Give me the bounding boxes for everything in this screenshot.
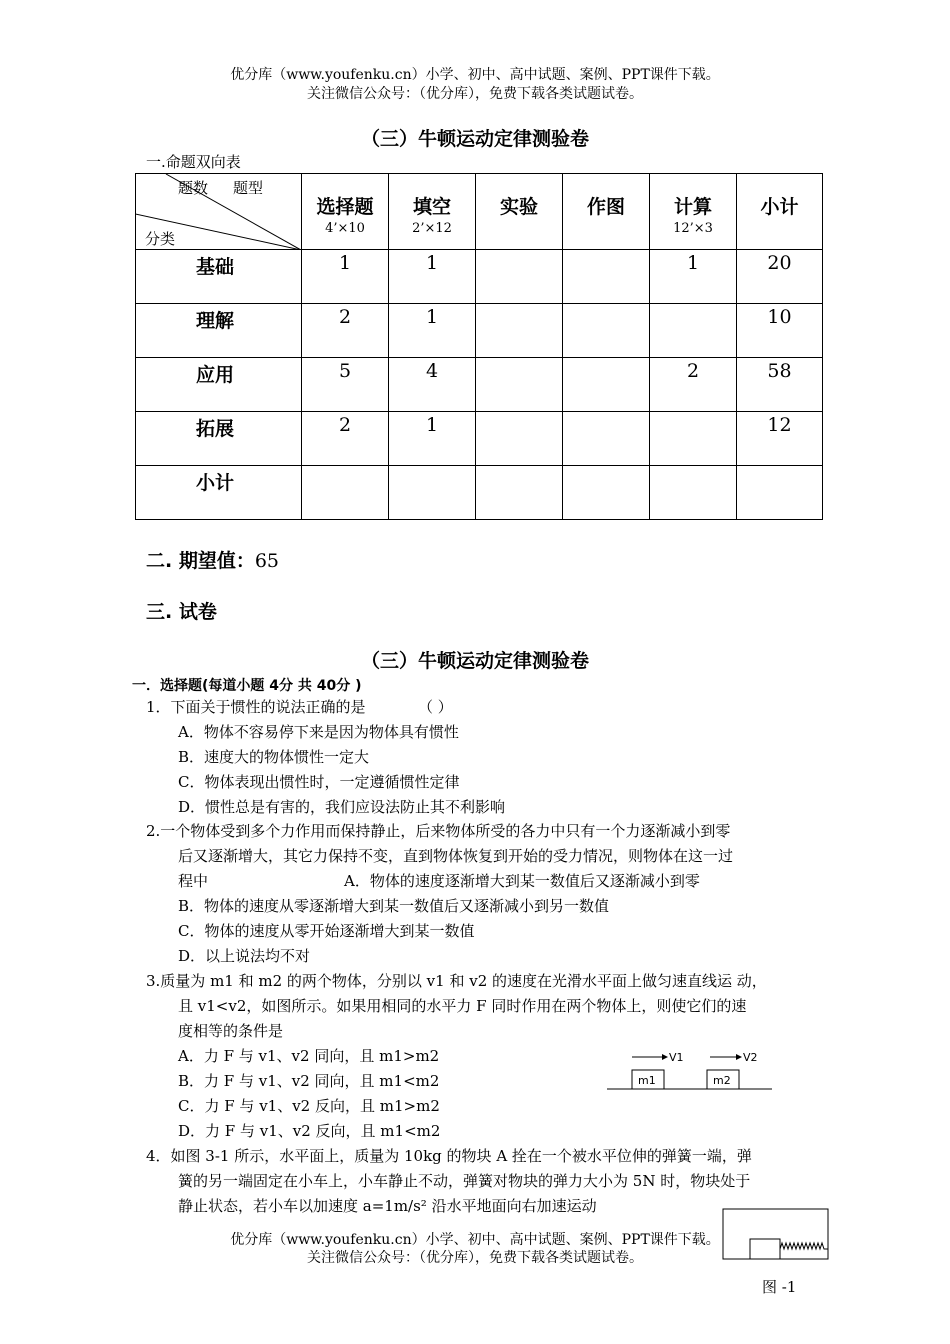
table-cell: 10 (737, 304, 823, 358)
table-cell: 1 (389, 250, 476, 304)
q1-stem: 1．下面关于惯性的说法正确的是 (146, 698, 366, 716)
q1-answer-paren: （ ） (418, 698, 453, 716)
q2-line3: 程中 (178, 872, 209, 890)
q2-option-c: C．物体的速度从零开始逐渐增大到某一数值 (178, 922, 475, 940)
table-cell (476, 304, 563, 358)
page-footer-line1: 优分库（www.youfenku.cn）小学、初中、高中试题、案例、PPT课件下载。 (230, 1232, 720, 1248)
table-cell (476, 250, 563, 304)
table-cell: 12 (737, 412, 823, 466)
q4-line2: 簧的另一端固定在小车上，小车静止不动，弹簧对物块的弹力大小为 5N 时，物块处于 (178, 1172, 751, 1190)
m1-label: m1 (638, 1074, 656, 1087)
col-header-experiment: 实验 (476, 174, 563, 250)
q2-line2: 后又逐渐增大，其它力保持不变，直到物体恢复到开始的受力情况，则物体在这一过 (178, 847, 734, 865)
col-header-calc: 计算 12’×3 (650, 174, 737, 250)
v1-label: V1 (669, 1051, 684, 1064)
expectation-value: 65 (254, 550, 280, 572)
table-cell: 58 (737, 358, 823, 412)
col-header-choice: 选择题 4’×10 (302, 174, 389, 250)
table-cell (302, 466, 389, 520)
q3-option-b: B．力 F 与 v1、v2 同向，且 m1<m2 (178, 1072, 440, 1090)
table-row (136, 358, 823, 412)
paper-title: （三）牛顿运动定律测验卷 (360, 650, 589, 672)
figure-caption: 图 -1 (762, 1278, 797, 1296)
col-header-subtotal: 小计 (737, 174, 823, 250)
table-cell (563, 412, 650, 466)
q3-line3: 度相等的条件是 (178, 1022, 284, 1040)
page-header-line1: 优分库（www.youfenku.cn）小学、初中、高中试题、案例、PPT课件下载。 (230, 67, 720, 83)
table-row (136, 304, 823, 358)
table-cell (563, 466, 650, 520)
specification-table (135, 173, 823, 520)
corner-category-label: 分类 (145, 230, 176, 248)
row-label: 应用 (136, 358, 302, 412)
table-cell (476, 466, 563, 520)
q4-line1: 4．如图 3-1 所示，水平面上，质量为 10kg 的物块 A 拴在一个被水平位伸的弹簧一端，弹 (146, 1147, 752, 1165)
table-cell: 2 (650, 358, 737, 412)
table-cell: 4 (389, 358, 476, 412)
table-cell: 2 (302, 304, 389, 358)
q1-option-b: B．速度大的物体惯性一定大 (178, 748, 370, 766)
q3-option-a: A．力 F 与 v1、v2 同向，且 m1>m2 (178, 1047, 440, 1065)
document-title: （三）牛顿运动定律测验卷 (360, 128, 589, 150)
corner-cell (136, 174, 302, 250)
table-cell: 1 (650, 250, 737, 304)
corner-type-label: 题型 (233, 179, 264, 197)
paper-label: 三. 试卷 (146, 601, 217, 623)
expectation-line (146, 546, 279, 573)
q3-line1: 3.质量为 m1 和 m2 的两个物体，分别以 v1 和 v2 的速度在光滑水平面上做匀速直线运 动， (146, 972, 767, 990)
table-cell (389, 466, 476, 520)
col-header-fill: 填空 2’×12 (389, 174, 476, 250)
q1-option-c: C．物体表现出惯性时，一定遵循惯性定律 (178, 773, 460, 791)
row-label: 小计 (136, 466, 302, 520)
table-row (136, 250, 823, 304)
table-cell (563, 358, 650, 412)
table-cell (563, 304, 650, 358)
q2-line1: 2.一个物体受到多个力作用而保持静止，后来物体所受的各力中只有一个力逐渐减小到零 (146, 822, 731, 840)
q3-line2: 且 v1<v2，如图所示。如果用相同的水平力 F 同时作用在两个物体上，则使它们的速 (178, 997, 747, 1015)
corner-count-label: 题数 (178, 179, 209, 197)
table-cell: 1 (302, 250, 389, 304)
row-label: 理解 (136, 304, 302, 358)
mc-section-header: 一．选择题(每道小题 4分 共 40分 ) (132, 678, 362, 694)
page-footer-line2: 关注微信公众号：（优分库），免费下载各类试题试卷。 (307, 1250, 643, 1266)
table-cell: 20 (737, 250, 823, 304)
table-row (136, 466, 823, 520)
v2-arrowhead (736, 1054, 742, 1060)
q3-option-d: D．力 F 与 v1、v2 反向，且 m1<m2 (178, 1122, 441, 1140)
table-cell (650, 466, 737, 520)
table-cell (650, 304, 737, 358)
table-row (136, 412, 823, 466)
table-cell (737, 466, 823, 520)
q1-option-a: A．物体不容易停下来是因为物体具有惯性 (178, 723, 459, 741)
row-label: 基础 (136, 250, 302, 304)
expectation-label: 二. 期望值： (146, 550, 255, 572)
section1-label: 一.命题双向表 (146, 153, 241, 171)
table-cell: 1 (389, 412, 476, 466)
table-cell (476, 358, 563, 412)
col-header-drawing: 作图 (563, 174, 650, 250)
table-cell: 5 (302, 358, 389, 412)
v1-arrowhead (662, 1054, 668, 1060)
table-cell: 2 (302, 412, 389, 466)
page-header-line2: 关注微信公众号：（优分库），免费下载各类试题试卷。 (307, 86, 643, 102)
table-cell: 1 (389, 304, 476, 358)
q3-option-c: C．力 F 与 v1、v2 反向，且 m1>m2 (178, 1097, 440, 1115)
m2-label: m2 (713, 1074, 731, 1087)
q2-option-b: B．物体的速度从零逐渐增大到某一数值后又逐渐减小到另一数值 (178, 897, 610, 915)
v2-label: V2 (743, 1051, 758, 1064)
row-label: 拓展 (136, 412, 302, 466)
table-cell (476, 412, 563, 466)
q3-figure (600, 1045, 780, 1095)
q2-option-a: A．物体的速度逐渐增大到某一数值后又逐渐减小到零 (344, 872, 700, 890)
q4-line3: 静止状态，若小车以加速度 a=1m/s² 沿水平地面向右加速运动 (178, 1197, 597, 1215)
table-cell (563, 250, 650, 304)
table-cell (650, 412, 737, 466)
q2-option-d: D．以上说法均不对 (178, 947, 311, 965)
q1-option-d: D．惯性总是有害的，我们应设法防止其不利影响 (178, 798, 506, 816)
